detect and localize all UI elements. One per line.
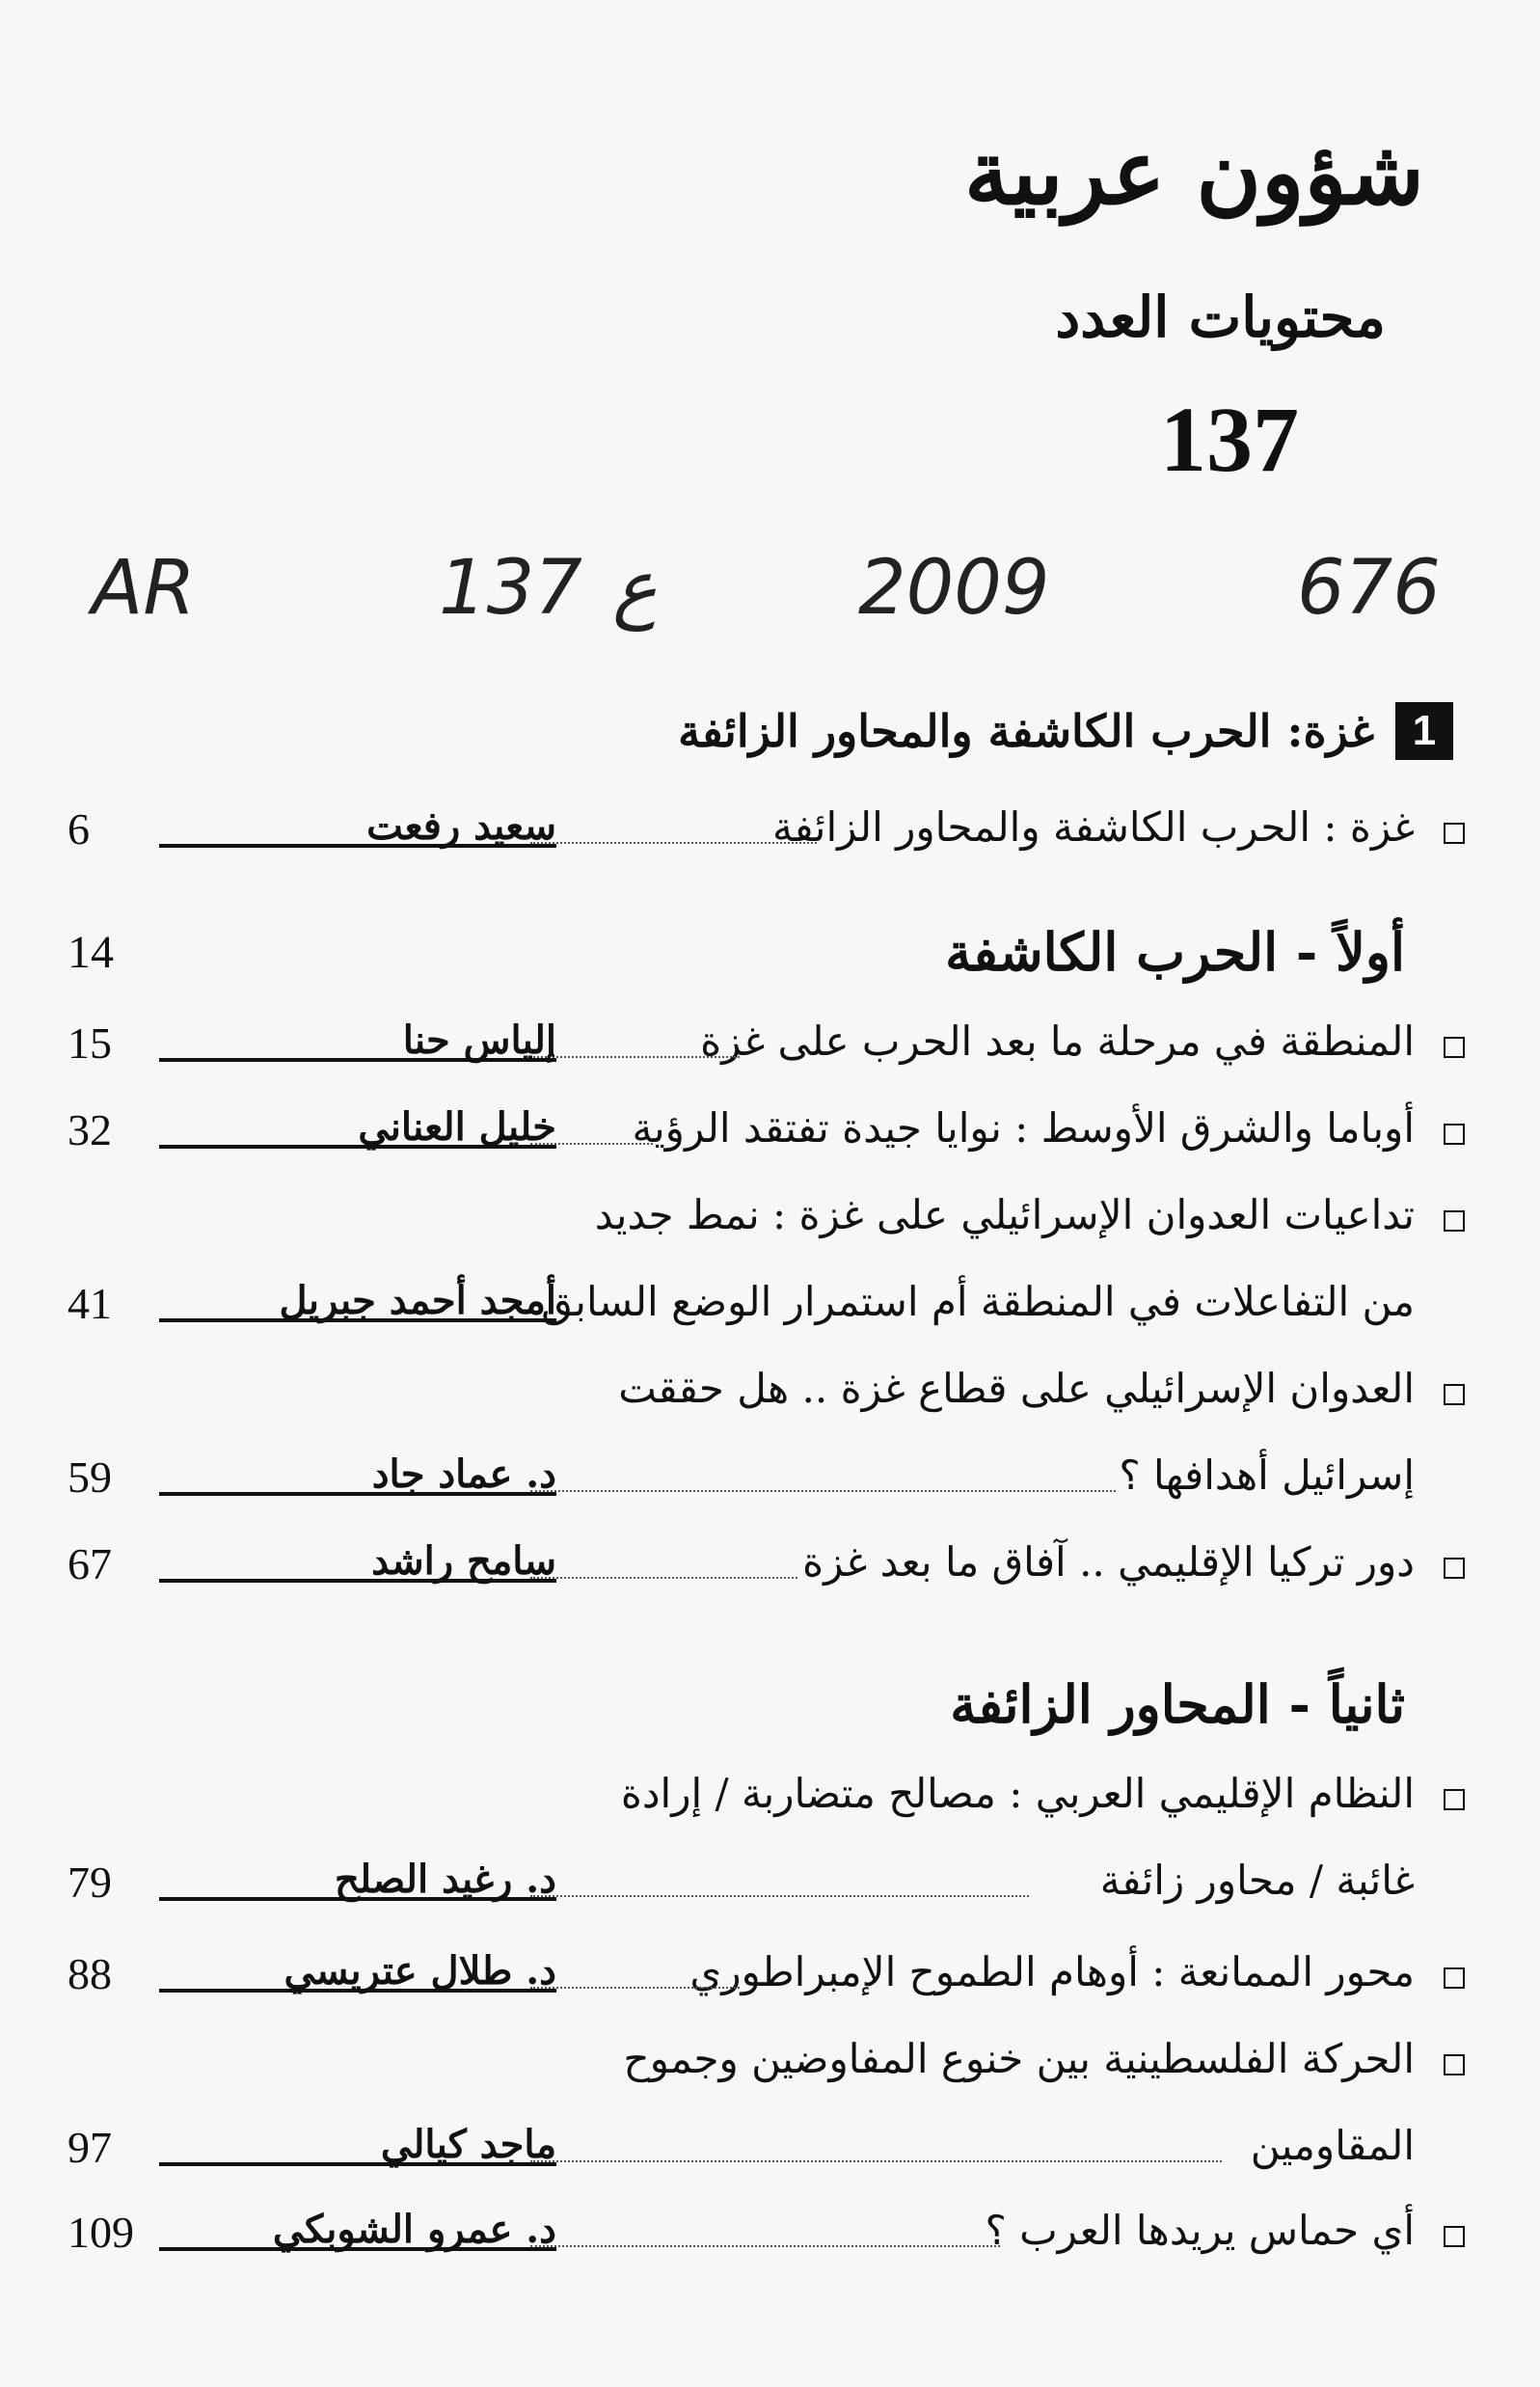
entry-title-line2: إسرائيل أهدافها ؟ bbox=[1119, 1451, 1415, 1499]
checkbox-icon bbox=[1444, 823, 1465, 844]
toc-entry[interactable] bbox=[68, 1191, 1415, 1249]
toc-entry[interactable] bbox=[68, 2035, 1415, 2093]
author-underline bbox=[159, 1989, 556, 1993]
author-underline bbox=[159, 1145, 556, 1149]
author-underline bbox=[159, 2162, 556, 2166]
checkbox-icon bbox=[1444, 1384, 1465, 1405]
part-title: ثانياً - المحاور الزائفة bbox=[950, 1673, 1405, 1735]
checkbox-icon bbox=[1444, 1967, 1465, 1989]
entry-title: محور الممانعة : أوهام الطموح الإمبراطوري bbox=[689, 1948, 1415, 1995]
handwritten-issue: 137 bbox=[439, 545, 582, 632]
entry-title: المنطقة في مرحلة ما بعد الحرب على غزة bbox=[700, 1017, 1415, 1065]
entry-title: أوباما والشرق الأوسط : نوايا جيدة تفتقد الرؤية bbox=[632, 1104, 1415, 1152]
handwritten-year: 2009 bbox=[858, 545, 1050, 632]
handwritten-code: AR bbox=[92, 545, 196, 632]
entry-title-line2: غائبة / محاور زائفة bbox=[1099, 1857, 1415, 1904]
part-page: 14 bbox=[68, 927, 114, 978]
entry-title: دور تركيا الإقليمي .. آفاق ما بعد غزة bbox=[802, 1538, 1415, 1586]
handwritten-number: 676 bbox=[1297, 545, 1441, 632]
checkbox-icon bbox=[1444, 1789, 1465, 1810]
dot-leader bbox=[530, 1056, 740, 1058]
entry-page: 109 bbox=[68, 2208, 134, 2257]
entry-page: 88 bbox=[68, 1949, 112, 1998]
toc-entry-continuation[interactable] bbox=[68, 1451, 1415, 1509]
toc-entry-continuation[interactable] bbox=[68, 1857, 1415, 1914]
author-underline bbox=[159, 1579, 556, 1583]
entry-author: خليل العناني bbox=[358, 1104, 556, 1150]
dot-leader bbox=[530, 1987, 740, 1989]
entry-author: د. رغيد الصلح bbox=[335, 1857, 556, 1902]
author-underline bbox=[159, 1318, 556, 1322]
toc-entry-continuation[interactable] bbox=[68, 1278, 1415, 1336]
dot-leader bbox=[530, 1490, 1116, 1492]
checkbox-icon bbox=[1444, 1037, 1465, 1058]
entry-author: سعيد رفعت bbox=[366, 803, 556, 849]
entry-title: أي حماس يريدها العرب ؟ bbox=[985, 2207, 1415, 2254]
entry-author: ماجد كيالي bbox=[380, 2122, 556, 2167]
checkbox-icon bbox=[1444, 1124, 1465, 1145]
checkbox-icon bbox=[1444, 2226, 1465, 2247]
toc-entry[interactable] bbox=[68, 803, 1415, 861]
entry-title-line1: العدوان الإسرائيلي على قطاع غزة .. هل حققت bbox=[618, 1365, 1415, 1412]
toc-entry[interactable] bbox=[68, 1770, 1415, 1828]
entry-page: 97 bbox=[68, 2123, 112, 2172]
dot-leader bbox=[530, 2160, 1222, 2162]
author-underline bbox=[159, 1058, 556, 1062]
author-underline bbox=[159, 1897, 556, 1901]
dot-leader bbox=[530, 1895, 1029, 1897]
dot-leader bbox=[530, 2245, 1000, 2247]
section-title: غزة: الحرب الكاشفة والمحاور الزائفة bbox=[678, 705, 1374, 757]
entry-page: 15 bbox=[68, 1018, 112, 1068]
toc-entry[interactable] bbox=[68, 2207, 1415, 2265]
dot-leader bbox=[530, 842, 817, 844]
toc-entry[interactable] bbox=[68, 1365, 1415, 1423]
checkbox-icon bbox=[1444, 1210, 1465, 1232]
toc-entry[interactable] bbox=[68, 1538, 1415, 1596]
toc-entry[interactable] bbox=[68, 1104, 1415, 1162]
entry-page: 41 bbox=[68, 1279, 112, 1328]
entry-author: أمجد أحمد جبريل bbox=[279, 1278, 556, 1323]
section-header bbox=[678, 702, 1453, 760]
entry-title-line1: الحركة الفلسطينية بين خنوع المفاوضين وجموح bbox=[623, 2035, 1415, 2082]
toc-entry-continuation[interactable] bbox=[68, 2122, 1415, 2180]
journal-title: شؤون عربية bbox=[964, 121, 1424, 225]
toc-entry[interactable] bbox=[68, 1017, 1415, 1075]
author-underline bbox=[159, 2247, 556, 2251]
entry-page: 59 bbox=[68, 1452, 112, 1502]
entry-author: د. عمرو الشوبكي bbox=[272, 2207, 556, 2252]
entry-page: 79 bbox=[68, 1858, 112, 1907]
entry-title-line1: تداعيات العدوان الإسرائيلي على غزة : نمط جديد bbox=[594, 1191, 1415, 1238]
entry-author: د. عماد جاد bbox=[371, 1451, 556, 1497]
checkbox-icon bbox=[1444, 1558, 1465, 1579]
checkbox-icon bbox=[1444, 2054, 1465, 2075]
section-number: 1 bbox=[1395, 702, 1453, 760]
entry-author: سامح راشد bbox=[371, 1538, 556, 1584]
handwritten-mark: ع bbox=[612, 545, 658, 632]
dot-leader bbox=[530, 1577, 797, 1579]
issue-number: 137 bbox=[1160, 388, 1299, 491]
contents-heading: محتويات العدد bbox=[1055, 285, 1386, 350]
entry-page: 67 bbox=[68, 1539, 112, 1588]
entry-author: إلياس حنا bbox=[402, 1017, 556, 1063]
entry-author: د. طلال عتريسي bbox=[284, 1948, 556, 1994]
entry-title-line1: النظام الإقليمي العربي : مصالح متضاربة / إرادة bbox=[620, 1770, 1415, 1817]
part-title: أولاً - الحرب الكاشفة bbox=[945, 921, 1405, 983]
entry-title-line2: المقاومين bbox=[1250, 2122, 1415, 2169]
entry-title: غزة : الحرب الكاشفة والمحاور الزائفة bbox=[771, 803, 1415, 851]
author-underline bbox=[159, 844, 556, 848]
toc-entry[interactable] bbox=[68, 1948, 1415, 2006]
entry-page: 6 bbox=[68, 804, 90, 854]
entry-title-line2: من التفاعلات في المنطقة أم استمرار الوضع السابق bbox=[541, 1278, 1415, 1325]
entry-page: 32 bbox=[68, 1105, 112, 1154]
author-underline bbox=[159, 1492, 556, 1496]
